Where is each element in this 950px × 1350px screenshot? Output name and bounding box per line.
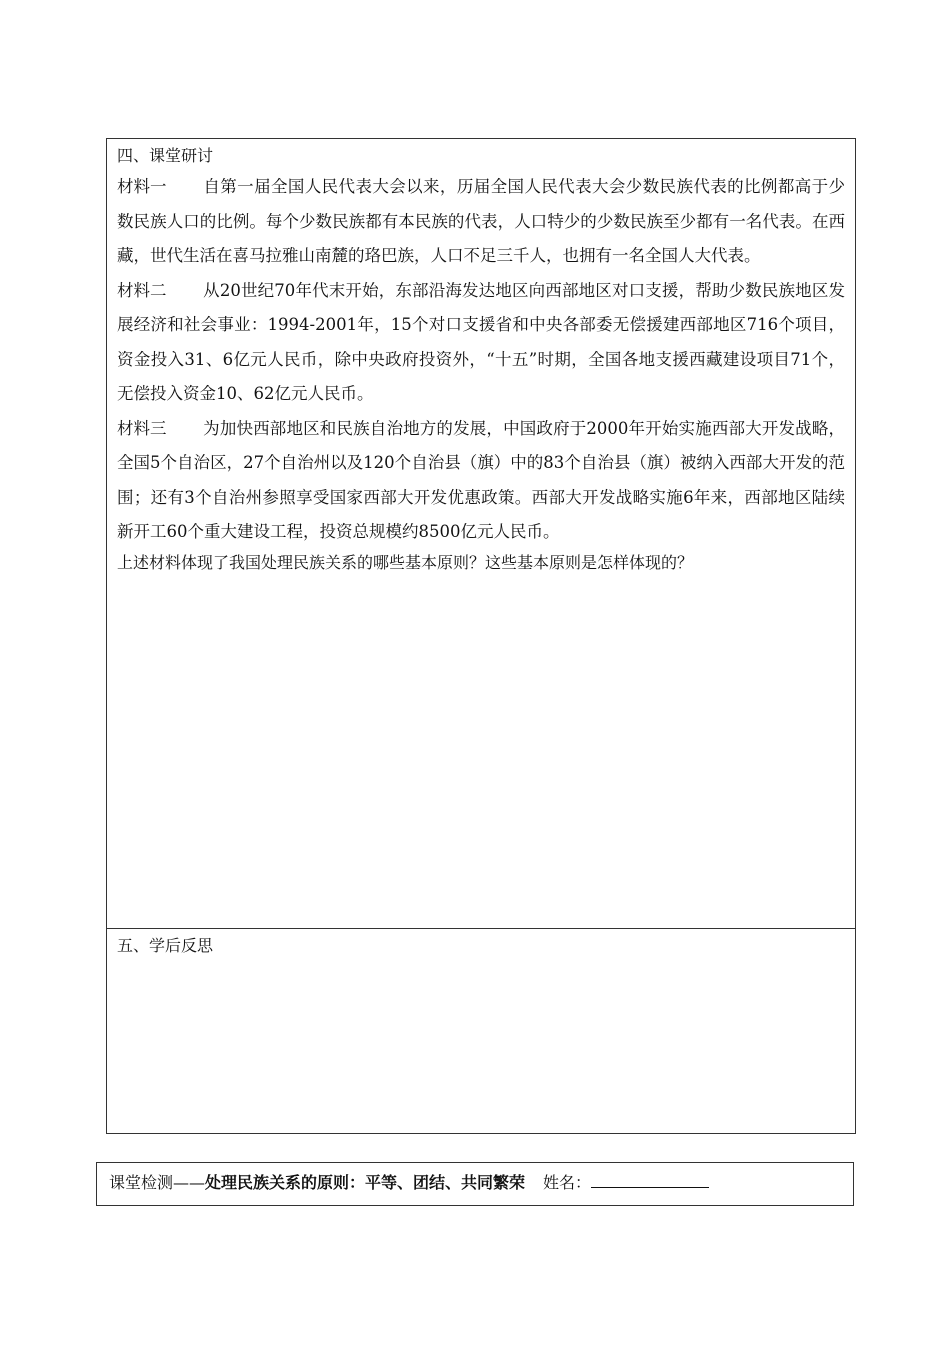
name-label: 姓名： bbox=[543, 1173, 592, 1192]
material-three-label: 材料三 bbox=[117, 418, 167, 438]
classroom-check-header bbox=[96, 1162, 854, 1206]
discussion-heading: 四、课堂研讨 bbox=[117, 146, 214, 165]
material-one-label: 材料一 bbox=[117, 177, 167, 196]
material-two-label: 材料二 bbox=[117, 280, 167, 300]
discussion-section bbox=[107, 139, 855, 929]
material-two bbox=[117, 274, 845, 412]
classroom-check-prefix: 课堂检测—— bbox=[109, 1173, 206, 1192]
material-three-text: 为加快西部地区和民族自治地方的发展，中国政府于2000年开始实施西部大开发战略，全国5个自治区，27个自治州以及120个自治县（旗）中的83个自治县（旗）被纳入西部大开发的范围；还有3个自治州参照享受国家西部大开发优惠政策。西部大开发战略实施6年来，西部地区陆续新开工60个重大建设工程，投资总规模约8500亿元人民币。 bbox=[117, 418, 845, 541]
material-three bbox=[117, 412, 845, 550]
discussion-question: 上述材料体现了我国处理民族关系的哪些基本原则？这些基本原则是怎样体现的？ bbox=[117, 552, 694, 572]
material-one-text: 自第一届全国人民代表大会以来，历届全国人民代表大会少数民族代表的比例都高于少数民族人口的比例。每个少数民族都有本民族的代表，人口特少的少数民族至少都有一名代表。在西藏，世代生活在喜马拉雅山南麓的珞巴族，人口不足三千人，也拥有一名全国人大代表。 bbox=[117, 177, 845, 265]
material-two-text: 从20世纪70年代末开始，东部沿海发达地区向西部地区对口支援，帮助少数民族地区发展经济和社会事业：1994-2001年，15个对口支援省和中央各部委无偿援建西部地区716个项目，资金投入31、6亿元人民币，除中央政府投资外，“十五”时期，全国各地支援西藏建设项目71个，无偿投入资金10、62亿元人民币。 bbox=[117, 280, 845, 403]
material-one bbox=[117, 170, 845, 274]
classroom-check-title: 处理民族关系的原则：平等、团结、共同繁荣 bbox=[205, 1173, 526, 1192]
worksheet-table bbox=[106, 138, 856, 1134]
reflection-section[interactable] bbox=[107, 929, 855, 1134]
name-blank-line[interactable] bbox=[591, 1169, 709, 1188]
reflection-heading: 五、学后反思 bbox=[117, 936, 214, 955]
